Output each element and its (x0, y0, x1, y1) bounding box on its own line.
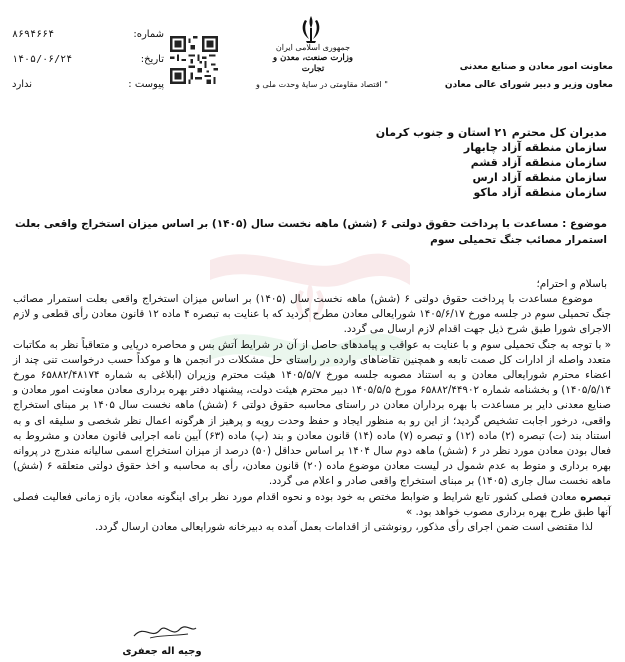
subject-text: مساعدت با پرداخت حقوق دولتی ۶ (شش) ماهه نخست سال (۱۴۰۵) بر اساس میزان استخراج واقعی بعلت استمرار مصائب جنگ تحمیلی سوم (14, 218, 607, 246)
paragraph-ruling: « با توجه به جنگ تحمیلی سوم و با عنایت به عواقب و پیامدهای حاصل از آن در شرایط آتش بس و محاصره دریایی و متعاقباً نظر به مکاتبات متعدد واصله از ادارات کل صمت تابعه و همچنین تقاضاهای وارده در راستای حل مشکلات در انجمن ها و موکداً حسب درخواست تنی چند از اعضاء محترم شورایعالی معادن و به استناد مصوبه جلسه مورخ ۱۴۰۵/۵/۷ هیئت محترم وزیران (ابلاغی به شماره ۶۵۸۸۲/۴۸۱۷۴ مورخ ۱۴۰۵/۵/۱۴) و بخشنامه شماره ۶۵۸۸۲/۴۴۹۰۲ مورخ ۱۴۰۵/۵/۵ دبیر محترم هیئت دولت، پیشنهاد دفتر بهره برداری معادن معاونت امور معادن و صنایع معدنی دایر بر مساعدت با بهره برداران معادن در راستای محاسبه حقوق دولتی ۶ (شش) ماهه نخست سال ۱۴۰۵ بر مبنای استخراج واقعی، درخور اجابت تشخیص گردید؛ از این رو به منظور ایجاد و حفظ وحدت رویه و پرهیز از هرگونه اعمال نظر شخصی و سلیقه ای و به استناد بند (ت) تبصره (۲) ماده (۱۲) و تبصره (۷) ماده (۱۴) قانون معادن و بند (پ) ماده (۶۳) آیین نامه اجرایی قانون معادن و مشروط به فعال بودن معادن مورد نظر در ۶ (شش) ماهه دوم سال ۱۴۰۴ بر اساس حداقل (۵۰) درصد از میزان استخراج اسمی سالیانه مندرج در پروانه بهره برداری و متوط به عدم شمول در لیست معادن موضوع ماده (۲۰) قانون معادن، رأی به محاسبه و اخذ حقوق دولتی متعلقه ۶ (شش) ماهه نخست سال جاری (۱۴۰۵) بر مبنای استخراج واقعی صادر و اعلام می گردد. (13, 338, 612, 488)
ministry-line-1: جمهوری اسلامی ایران (275, 43, 351, 52)
number-value: ۸۶۹۴۶۶۴ (12, 29, 55, 40)
salutation: باسلام و احترام؛ (536, 278, 607, 290)
number-label: شماره: (133, 29, 164, 40)
recipient-line: سازمان منطقه آزاد ماکو (473, 186, 607, 199)
recipient-line: مدیران کل محترم ۲۱ استان و جنوب کرمان (375, 126, 607, 139)
signature-scribble-icon (130, 620, 200, 642)
date-value: ۱۴۰۵/۰۶/۲۴ (12, 54, 73, 65)
deputy-title (433, 58, 613, 94)
attachment-label: پیوست : (128, 79, 164, 90)
recipient-line: سازمان منطقه آزاد چابهار (463, 141, 607, 154)
date-row (12, 47, 164, 72)
attachment-row (12, 72, 164, 97)
qr-code-icon (170, 36, 218, 84)
deputy-line-1: معاونت امور معادن و صنایع معدنی (459, 62, 613, 72)
paragraph-closing: لذا مقتضی است ضمن اجرای رأی مذکور، رونوشتی از اقدامات بعمل آمده به دبیرخانه شورایعالی معادن ارسال گردد. (95, 521, 593, 534)
number-row (12, 22, 164, 47)
note-text: معادن فصلی کشور تابع شرایط و ضوابط مختص به خود بوده و نحوه اقدام مورد نظر برای اینگونه معادن، بازه زمانی فعالیت فصلی آنها طبق طرح بهره برداری مصوب خواهد بود. » (13, 490, 611, 518)
subject-label: موضوع : (562, 218, 607, 230)
date-label: تاریخ: (140, 54, 164, 65)
letter-body (13, 292, 611, 535)
note-label: تبصره (580, 490, 611, 503)
slogan: " اقتصاد مقاومتی در سایهٔ وحدت ملی و (256, 80, 388, 89)
ministry-line-2: وزارت صنعت، معدن و تجارت (273, 53, 353, 74)
deputy-line-2: معاون وزیر و دبیر شورای عالی معادن (444, 80, 613, 90)
signatory-name: وجیه اله جعفری (122, 646, 202, 657)
paragraph-note (13, 490, 611, 520)
attachment-value: ندارد (12, 79, 33, 90)
recipients-list (47, 125, 607, 200)
emblem-icon (298, 14, 324, 44)
subject (13, 216, 607, 248)
recipient-line: سازمان منطقه آزاد قشم (470, 156, 607, 169)
letter-meta (12, 22, 164, 97)
recipient-line: سازمان منطقه آزاد ارس (472, 171, 607, 184)
ministry-name (262, 42, 364, 75)
paragraph-intro: موضوع مساعدت با پرداخت حقوق دولتی ۶ (شش) ماهه نخست سال (۱۴۰۵) بر اساس میزان استخراج واقعی بعلت استمرار مصائب جنگ تحمیلی سوم در جلسه مورخ ۱۴۰۵/۶/۱۷ شورایعالی معادن مطرح گردید که با عنایت به تبصره ۴ ماده ۱۲ قانون معادن رأی قطعی و لازم الاجرای شورا طبق شرح ذیل جهت اقدام لازم ارسال می گردد. (13, 293, 611, 336)
